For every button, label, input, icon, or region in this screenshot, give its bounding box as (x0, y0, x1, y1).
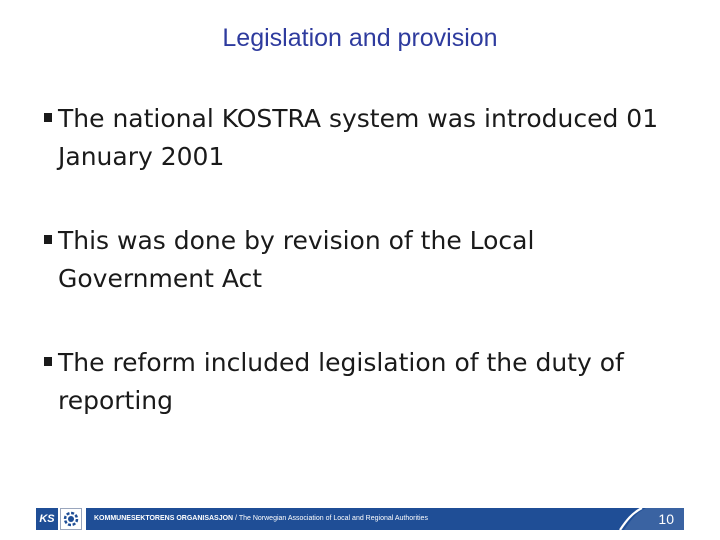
footer-text (94, 508, 428, 530)
square-bullet-icon (44, 357, 52, 366)
bullet-text: The reform included legislation of the duty of reporting (58, 348, 624, 415)
square-bullet-icon (44, 113, 52, 122)
bullet-item (44, 344, 674, 420)
slide-title: Legislation and provision (222, 24, 498, 52)
bullet-text: The national KOSTRA system was introduced 01 January 2001 (58, 104, 659, 171)
slide-footer (36, 508, 684, 530)
ks-logo: KS (36, 508, 58, 530)
page-number: 10 (658, 511, 674, 527)
organisation-tagline: The Norwegian Association of Local and Regional Authorities (238, 515, 428, 522)
bullet-item (44, 100, 674, 176)
gear-emblem-icon (60, 508, 82, 530)
bullet-list (44, 100, 674, 466)
footer-bar (86, 508, 684, 530)
bullet-text: This was done by revision of the Local Government Act (58, 226, 535, 293)
organisation-name: KOMMUNESEKTORENS ORGANISASJON (94, 515, 234, 522)
bullet-item (44, 222, 674, 298)
square-bullet-icon (44, 235, 52, 244)
footer-separator: / (233, 515, 239, 522)
